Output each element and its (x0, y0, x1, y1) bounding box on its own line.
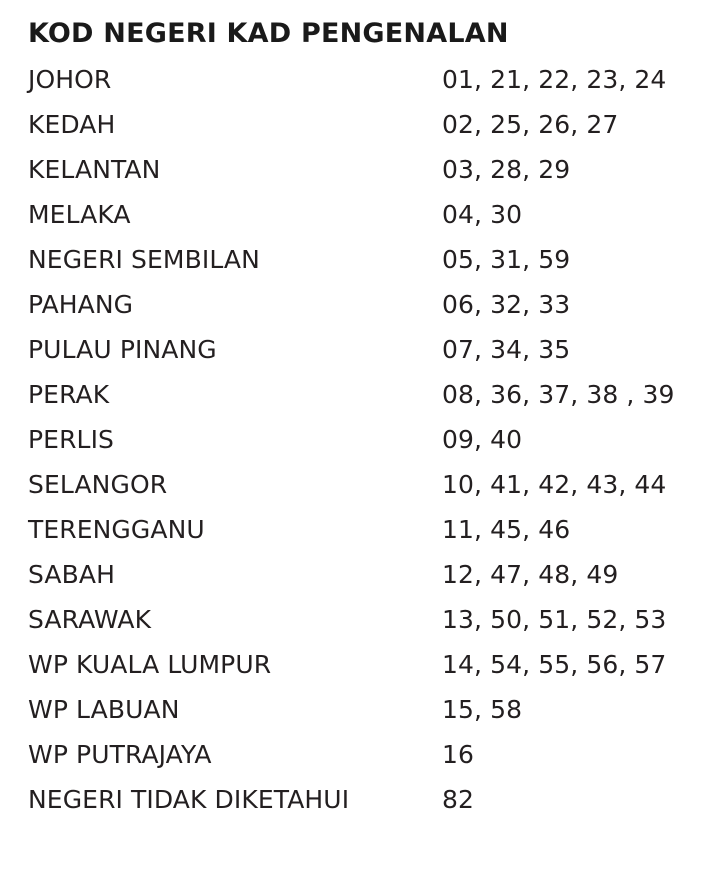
state-codes: 06, 32, 33 (442, 290, 571, 319)
state-name: PULAU PINANG (28, 335, 217, 364)
state-codes: 13, 50, 51, 52, 53 (442, 605, 667, 634)
state-name: JOHOR (28, 65, 112, 94)
state-name: KELANTAN (28, 155, 161, 184)
state-codes: 09, 40 (442, 425, 523, 454)
state-codes: 11, 45, 46 (442, 515, 571, 544)
state-codes: 04, 30 (442, 200, 523, 229)
table-row (26, 192, 700, 237)
state-name: KEDAH (28, 110, 116, 139)
state-name: PERLIS (28, 425, 115, 454)
state-name: NEGERI TIDAK DIKETAHUI (28, 785, 350, 814)
state-codes: 07, 34, 35 (442, 335, 571, 364)
state-name: WP KUALA LUMPUR (28, 650, 272, 679)
state-name: NEGERI SEMBILAN (28, 245, 260, 274)
table-row (26, 417, 700, 462)
table-row (26, 552, 700, 597)
state-name: WP LABUAN (28, 695, 180, 724)
state-code-table-body (26, 57, 700, 822)
state-codes: 08, 36, 37, 38 , 39 (442, 380, 675, 409)
table-row (26, 642, 700, 687)
table-row (26, 147, 700, 192)
table-row (26, 102, 700, 147)
state-codes: 14, 54, 55, 56, 57 (442, 650, 667, 679)
state-name: PAHANG (28, 290, 134, 319)
state-codes: 16 (442, 740, 475, 769)
table-row (26, 57, 700, 102)
table-row (26, 462, 700, 507)
state-codes: 02, 25, 26, 27 (442, 110, 619, 139)
table-row (26, 732, 700, 777)
state-codes: 12, 47, 48, 49 (442, 560, 619, 589)
table-row (26, 687, 700, 732)
state-name: MELAKA (28, 200, 131, 229)
table-row (26, 777, 700, 822)
table-row (26, 237, 700, 282)
state-codes: 15, 58 (442, 695, 523, 724)
state-name: SELANGOR (28, 470, 168, 499)
state-name: PERAK (28, 380, 110, 409)
state-codes: 01, 21, 22, 23, 24 (442, 65, 667, 94)
state-name: SABAH (28, 560, 115, 589)
table-row (26, 282, 700, 327)
state-codes: 10, 41, 42, 43, 44 (442, 470, 667, 499)
state-codes: 05, 31, 59 (442, 245, 571, 274)
state-code-table (26, 57, 700, 822)
table-row (26, 327, 700, 372)
table-row (26, 372, 700, 417)
state-codes: 03, 28, 29 (442, 155, 571, 184)
table-row (26, 597, 700, 642)
state-name: TERENGGANU (28, 515, 205, 544)
state-name: SARAWAK (28, 605, 152, 634)
table-row (26, 507, 700, 552)
state-name: WP PUTRAJAYA (28, 740, 212, 769)
state-codes: 82 (442, 785, 475, 814)
page-title: KOD NEGERI KAD PENGENALAN (28, 18, 509, 49)
